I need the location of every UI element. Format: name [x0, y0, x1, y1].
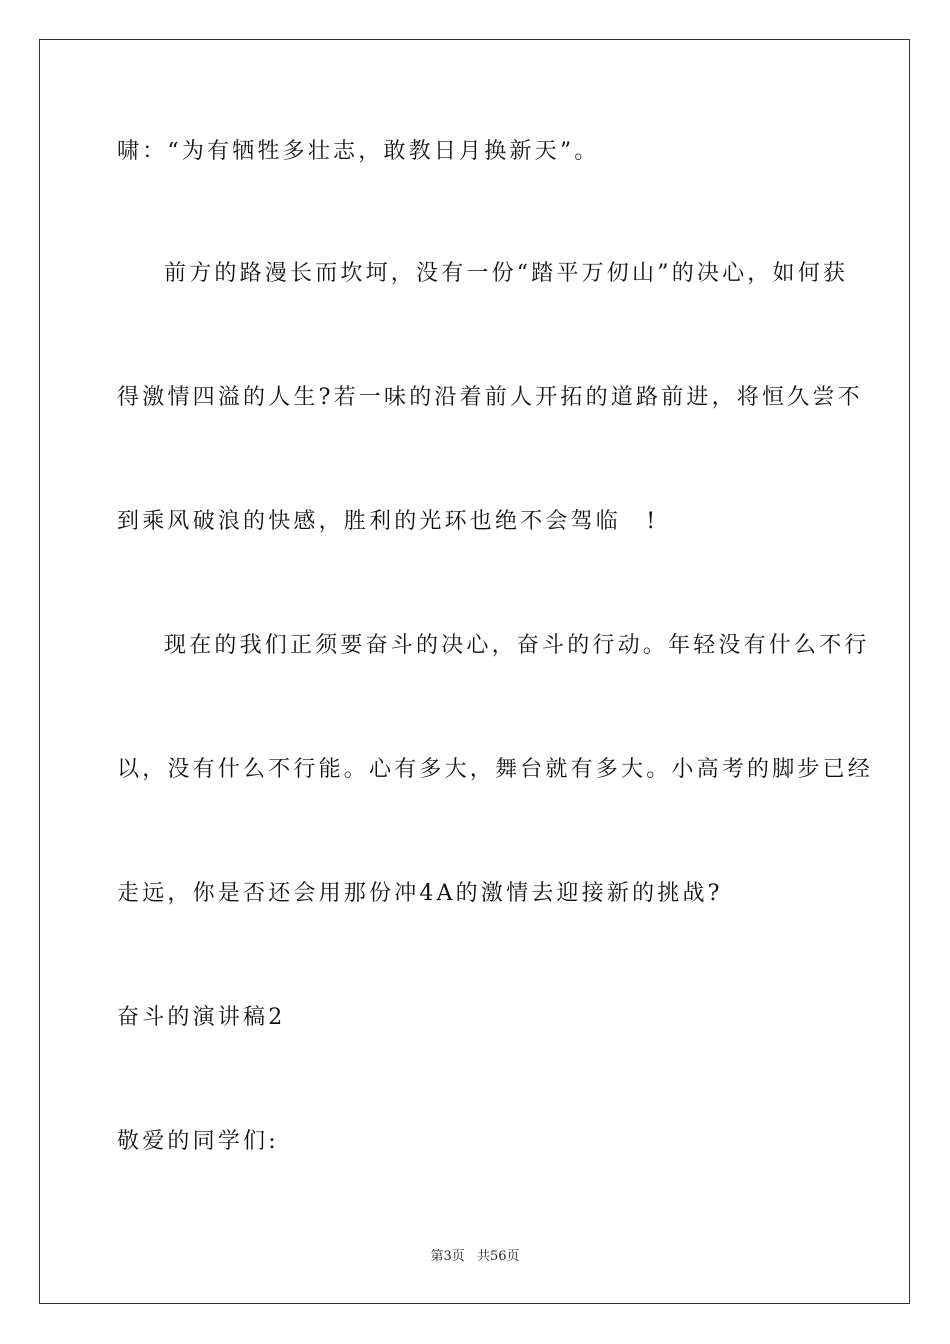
paragraph-line-1: 啸：“为有牺牲多壮志，敢教日月换新天”。	[117, 139, 600, 164]
page-total: 共56页	[476, 1249, 520, 1264]
paragraph-line-3: 得激情四溢的人生?若一味的沿着前人开拓的道路前进，将恒久尝不	[117, 385, 863, 410]
paragraph-line-6: 以，没有什么不行能。心有多大，舞台就有多大。小高考的脚步已经	[117, 757, 874, 782]
paragraph-line-4: 到乘风破浪的快感，胜利的光环也绝不会驾临 !	[117, 509, 659, 534]
paragraph-line-7: 走远，你是否还会用那份冲4A的激情去迎接新的挑战?	[117, 881, 723, 906]
page-footer	[0, 1248, 950, 1266]
page-border	[39, 39, 910, 1304]
section-heading: 奋斗的演讲稿2	[117, 1005, 286, 1030]
salutation: 敬爱的同学们:	[117, 1129, 279, 1154]
page-number: 第3页	[430, 1249, 465, 1264]
paragraph-line-5: 现在的我们正须要奋斗的决心，奋斗的行动。年轻没有什么不行	[164, 633, 870, 658]
paragraph-line-2: 前方的路漫长而坎坷，没有一份“踏平万仞山”的决心，如何获	[164, 261, 849, 286]
